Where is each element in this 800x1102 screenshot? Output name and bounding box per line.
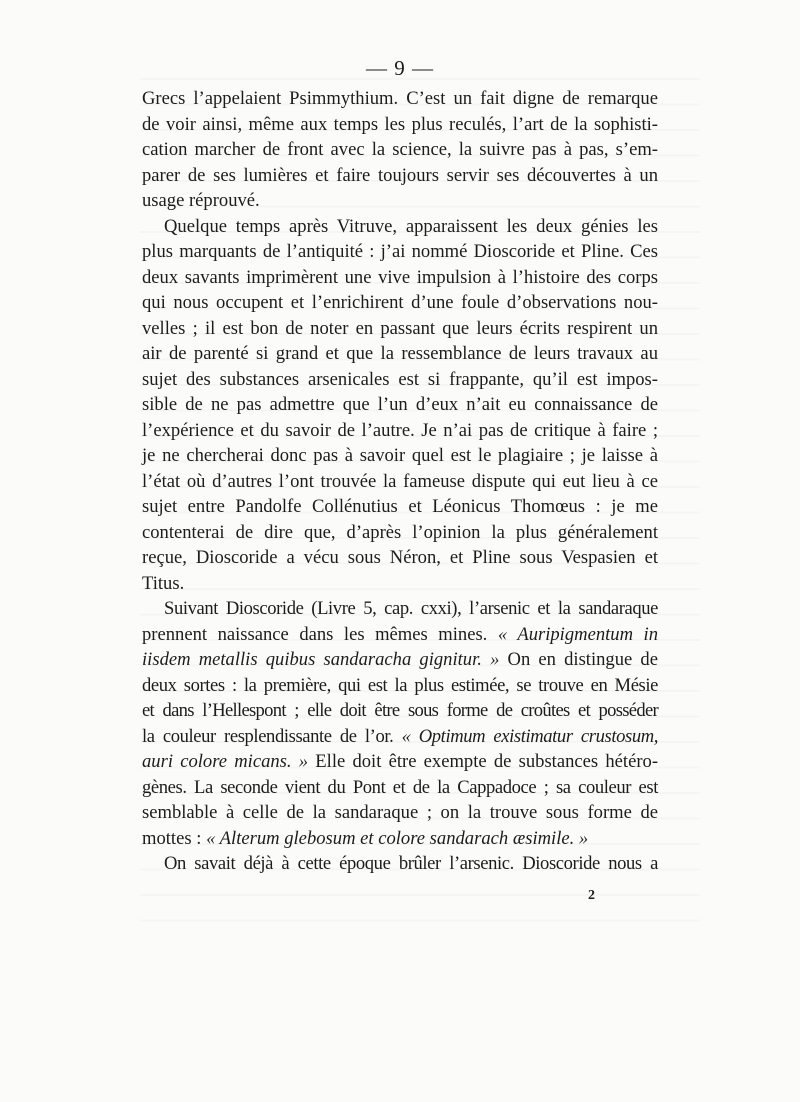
latin-quotation: iisdem metallis quibus sandaracha gignitur. » xyxy=(142,649,500,670)
text-line: Titus. xyxy=(142,572,185,594)
paragraph-start: Quelque temps après Vitruve, apparaissent les deux génies les xyxy=(164,215,658,237)
text-line: qui nous occupent et l’enrichirent d’une foule d’observations nou- xyxy=(142,292,658,313)
paragraph-start: On savait déjà à cette époque brûler l’arsenic. Dioscoride nous a xyxy=(164,853,658,874)
text-line: air de parenté si grand et que la ressemblance de leurs travaux au xyxy=(142,343,658,364)
text-line xyxy=(142,826,658,852)
paragraph-start: Suivant Dioscoride (Livre 5, cap. cxxi), l’arsenic et la sandaraque xyxy=(164,598,658,619)
latin-quotation: « Optimum existimatur crustosum, xyxy=(401,725,658,747)
text-line: contenterai de dire que, d’après l’opinion la plus généralement xyxy=(142,521,658,543)
text-line: sible de ne pas admettre que l’un d’eux n’ait eu connaissance de xyxy=(142,394,658,415)
body-text xyxy=(142,86,658,877)
text-line: velles ; il est bon de noter en passant que leurs écrits respirent un xyxy=(142,317,658,339)
text-line: de voir ainsi, même aux temps les plus reculés, l’art de la sophisti- xyxy=(142,113,658,135)
text-line: deux savants imprimèrent une vive impulsion à l’histoire des corps xyxy=(142,266,658,288)
text-line: cation marcher de front avec la science, la suivre pas à pas, s’em- xyxy=(142,139,658,160)
text-line: deux sortes : la première, qui est la plus estimée, se trouve en Mésie xyxy=(142,674,658,696)
text-run: la couleur resplendissante de l’or. xyxy=(142,725,394,747)
text-line: gènes. La seconde vient du Pont et de la Cappadoce ; sa couleur est xyxy=(142,776,658,798)
text-line xyxy=(142,749,658,775)
text-run: Elle doit être exempte de substances hétéro- xyxy=(315,751,659,772)
page-number: — 9 — xyxy=(366,56,434,80)
text-line: l’expérience et du savoir de l’autre. Je n’ai pas de critique à faire ; xyxy=(142,419,658,441)
text-line: je ne chercherai donc pas à savoir quel est le plagiaire ; je laisse à xyxy=(142,445,658,466)
text-line: semblable à celle de la sandaraque ; on la trouve sous forme de xyxy=(142,802,658,823)
signature-mark: 2 xyxy=(588,888,595,903)
text-line: l’état où d’autres l’ont trouvée la fameuse dispute qui eut lieu à ce xyxy=(142,470,658,492)
text-line: usage réprouvé. xyxy=(142,190,260,211)
text-run: prennent naissance dans les mêmes mines. xyxy=(142,623,488,645)
text-line: sujet des substances arsenicales est si frappante, qu’il est impos- xyxy=(142,368,658,390)
text-line: et dans l’Hellespont ; elle doit être sous forme de croûtes et posséder xyxy=(142,700,658,721)
latin-quotation: « Auripigmentum in xyxy=(497,623,658,645)
latin-quotation: « Alterum glebosum et colore sandarach æsimile. » xyxy=(206,827,589,849)
text-line: plus marquants de l’antiquité : j’ai nommé Dioscoride et Pline. Ces xyxy=(142,241,658,262)
text-run: mottes : xyxy=(142,827,202,849)
latin-quotation: auri colore micans. » xyxy=(142,751,309,772)
text-line: parer de ses lumières et faire toujours servir ses découvertes à un xyxy=(142,164,658,186)
text-line: Grecs l’appelaient Psimmythium. C’est un fait digne de remarque xyxy=(142,88,658,109)
text-line xyxy=(142,622,658,648)
text-line xyxy=(142,724,658,750)
text-line: sujet entre Pandolfe Collénutius et Léonicus Thomœus : je me xyxy=(142,496,658,517)
text-run: On en distingue de xyxy=(507,649,658,670)
text-line xyxy=(142,647,658,673)
text-line: reçue, Dioscoride a vécu sous Néron, et Pline sous Vespasien et xyxy=(142,547,658,568)
